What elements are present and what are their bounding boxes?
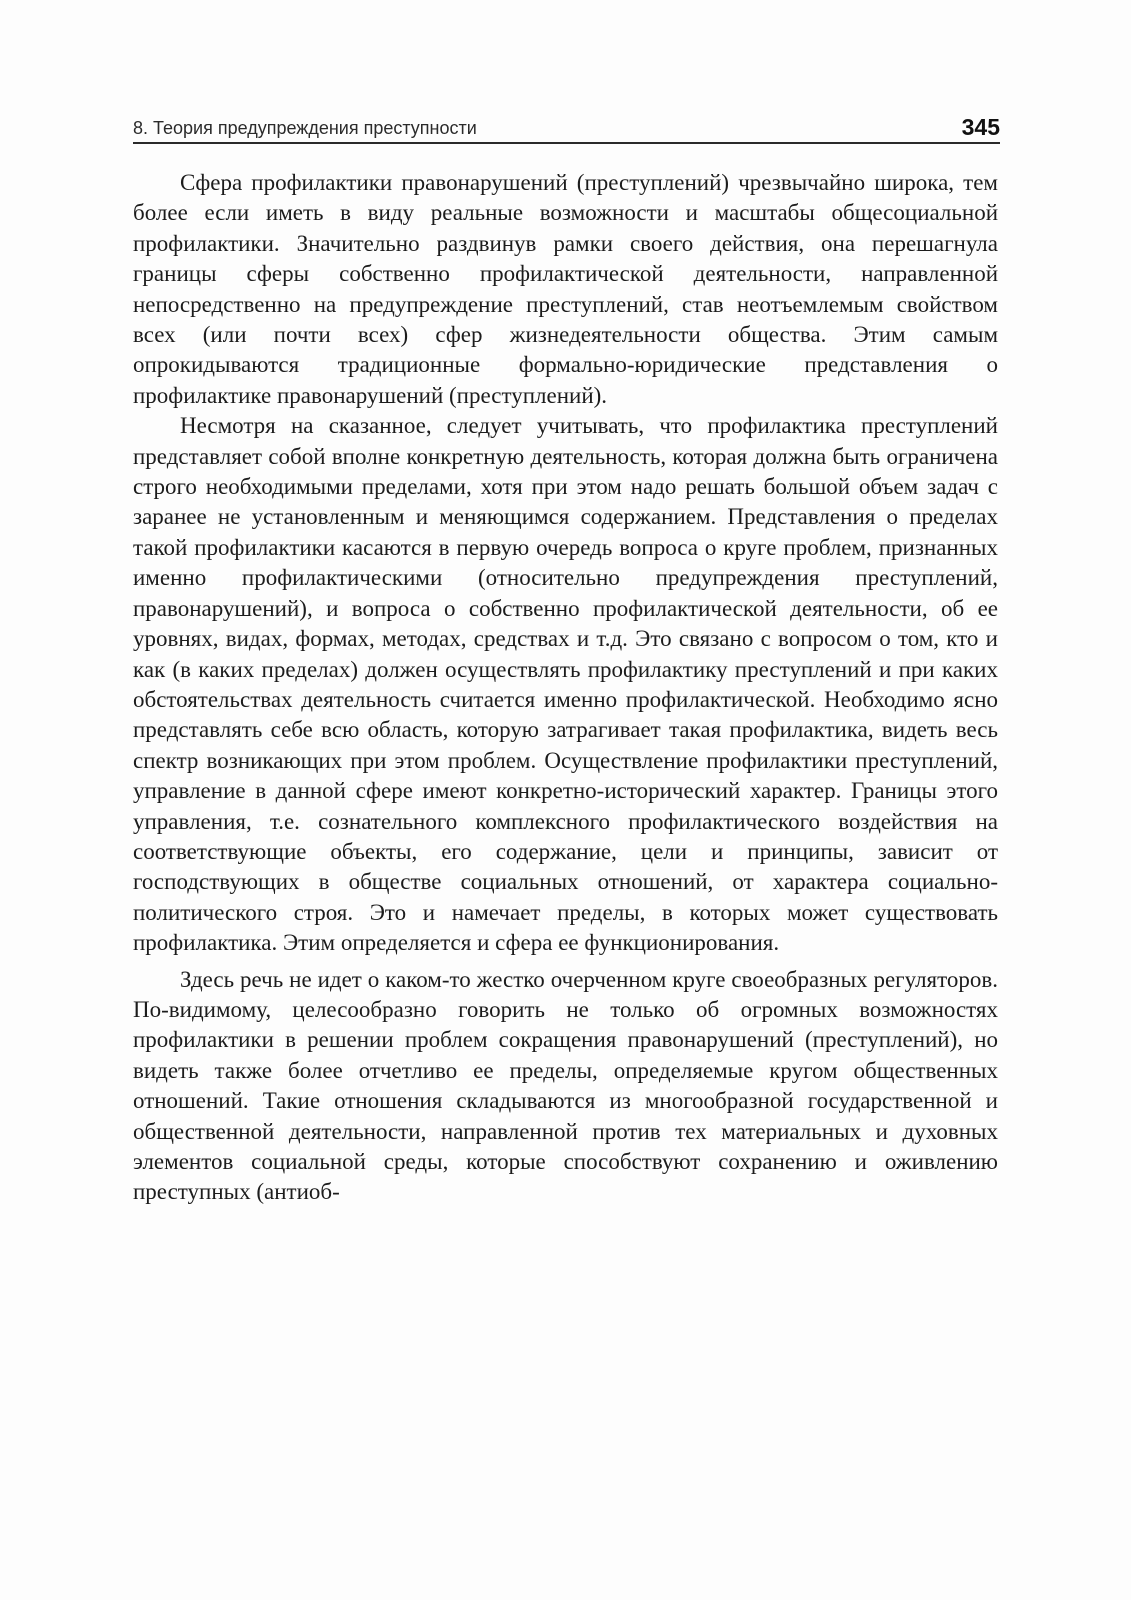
chapter-title: 8. Теория предупреждения преступности: [133, 118, 477, 138]
running-header: [133, 112, 1000, 144]
page-number: 345: [961, 114, 1000, 140]
paragraph: Несмотря на сказанное, следует учитывать, что профилактика преступлений представляет собой вполне конкретную деятельность, которая должна быть ограничена строго необходимыми пределами, хотя при этом надо решать большой объем задач с заранее не установленным и меняющимся содержанием. Представления о пределах такой профилактики касаются в первую очередь вопроса о круге проблем, признанных именно профилактическими (относительно предупреждения преступлений, правонарушений), и вопроса о собственно профилактической деятельности, об ее уровнях, видах, формах, методах, средствах и т.д. Это связано с вопросом о том, кто и как (в каких пределах) должен осуществлять профилактику преступлений и при каких обстоятельствах деятельность считается именно профилактической. Необходимо ясно представлять себе всю область, которую затрагивает такая профилактика, видеть весь спектр возникающих при этом проблем. Осуществление профилактики преступлений, управление в данной сфере имеют конкретно-исторический характер. Границы этого управления, т.е. сознательного комплексного профилактического воздействия на соответствующие объекты, его содержание, цели и принципы, зависит от господствующих в обществе социальных отношений, от характера социально-политического строя. Это и намечает пределы, в которых может существовать профилактика. Этим определяется и сфера ее функционирования.: [133, 413, 998, 956]
paragraph: Здесь речь не идет о каком-то жестко очерченном круге своеобразных регуляторов. По-видимому, целесообразно говорить не только об огромных возможностях профилактики в решении проблем сокращения правонарушений (преступлений), но видеть также более отчетливо ее пределы, определяемые кругом общественных отношений. Такие отношения складываются из многообразной государственной и общественной деятельности, направленной против тех материальных и духовных элементов социальной среды, которые способствуют сохранению и оживлению преступных (антиоб-: [133, 966, 998, 1205]
paragraph: Сфера профилактики правонарушений (преступлений) чрезвычайно широка, тем более если иметь в виду реальные возможности и масштабы общесоциальной профилактики. Значительно раздвинув рамки своего действия, она перешагнула границы сферы собственно профилактической деятельности, направленной непосредственно на предупреждение преступлений, став неотъемлемым свойством всех (или почти всех) сфер жизнедеятельности общества. Этим самым опрокидываются традиционные формально-юридические представления о профилактике правонарушений (преступлений).: [133, 170, 998, 408]
body-text: [133, 168, 998, 1208]
